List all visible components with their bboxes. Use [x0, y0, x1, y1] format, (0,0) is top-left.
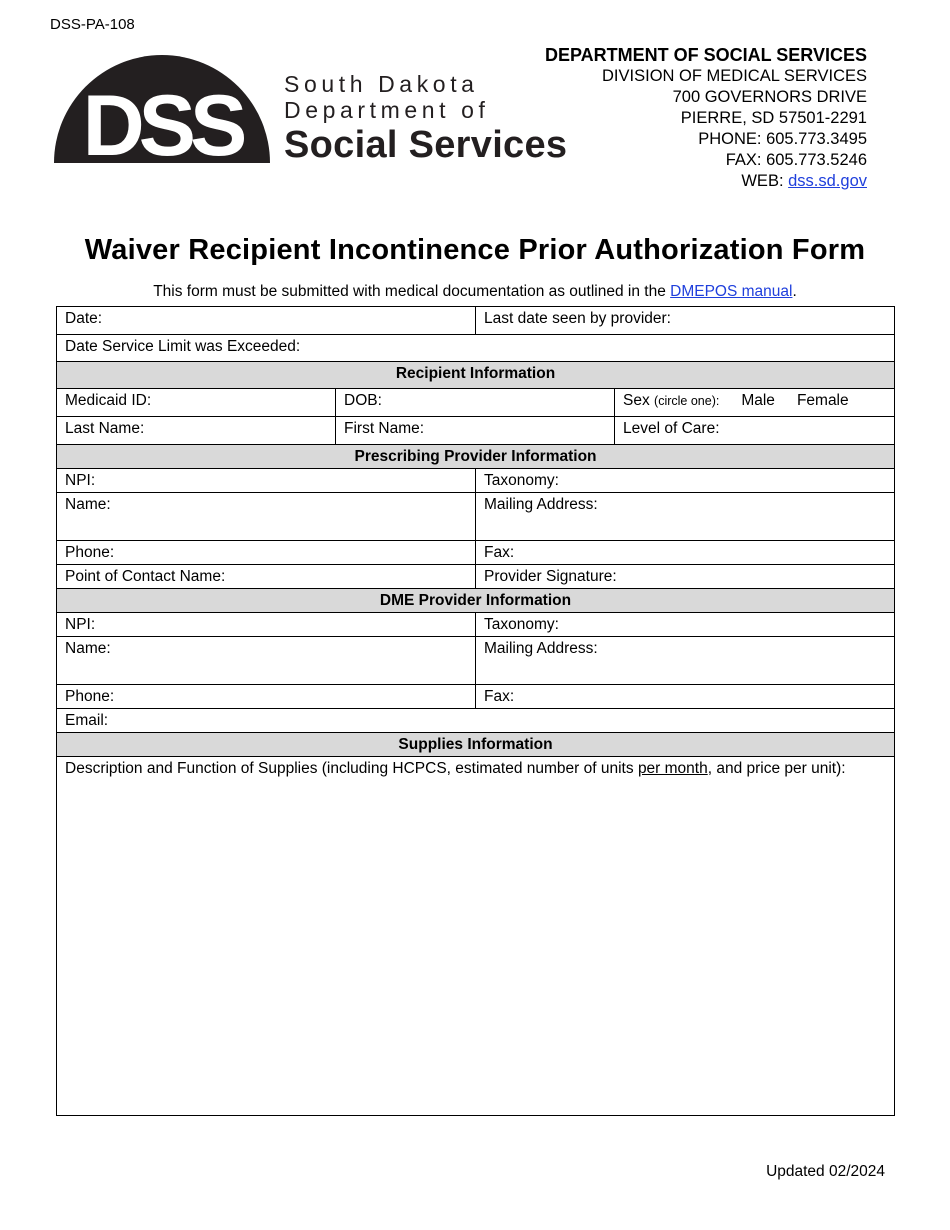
agency-web: WEB: dss.sd.gov [741, 172, 867, 190]
supplies-section-header: Supplies Information [57, 733, 895, 757]
agency-street: 700 GOVERNORS DRIVE [672, 88, 867, 106]
form-code: DSS-PA-108 [50, 16, 135, 33]
dme-npi-field[interactable]: NPI: [57, 613, 476, 637]
authorization-form-table [56, 306, 895, 1116]
logo-line-department: Department of [284, 97, 490, 123]
limit-exceeded-field[interactable]: Date Service Limit was Exceeded: [57, 335, 895, 362]
form-instructions: This form must be submitted with medical documentation as outlined in the DMEPOS manual. [153, 283, 797, 300]
provider-signature-field[interactable]: Provider Signature: [476, 565, 895, 589]
sex-option-male[interactable]: Male [741, 392, 775, 409]
first-name-field[interactable]: First Name: [336, 417, 615, 445]
agency-fax: FAX: 605.773.5246 [725, 151, 867, 169]
supplies-description-field[interactable]: Description and Function of Supplies (including HCPCS, estimated number of units per month, and price per unit): [57, 757, 895, 1116]
agency-city: PIERRE, SD 57501-2291 [680, 109, 867, 127]
logo-line-state: South Dakota [284, 71, 479, 97]
prescriber-name-field[interactable]: Name: [57, 493, 476, 541]
dme-email-field[interactable]: Email: [57, 709, 895, 733]
prescriber-mailing-field[interactable]: Mailing Address: [476, 493, 895, 541]
level-of-care-field[interactable]: Level of Care: [615, 417, 895, 445]
dme-phone-field[interactable]: Phone: [57, 685, 476, 709]
agency-phone: PHONE: 605.773.3495 [698, 130, 867, 148]
last-name-field[interactable]: Last Name: [57, 417, 336, 445]
date-field[interactable]: Date: [57, 307, 476, 335]
sex-option-female[interactable]: Female [796, 392, 849, 409]
agency-address-block [545, 44, 867, 192]
logo-line-social-services: Social Services [284, 124, 568, 166]
agency-name: DEPARTMENT OF SOCIAL SERVICES [544, 45, 867, 65]
prescriber-phone-field[interactable]: Phone: [57, 541, 476, 565]
dme-mailing-field[interactable]: Mailing Address: [476, 637, 895, 685]
svg-text:DSS: DSS [82, 78, 242, 167]
agency-web-link[interactable]: dss.sd.gov [788, 172, 867, 190]
prescriber-section-header: Prescribing Provider Information [57, 445, 895, 469]
dme-section-header: DME Provider Information [57, 589, 895, 613]
dss-logo [54, 55, 574, 167]
dss-logo-mark [54, 55, 274, 167]
prescriber-fax-field[interactable]: Fax: [476, 541, 895, 565]
agency-division: DIVISION OF MEDICAL SERVICES [602, 67, 867, 85]
dme-fax-field[interactable]: Fax: [476, 685, 895, 709]
prescriber-npi-field[interactable]: NPI: [57, 469, 476, 493]
medicaid-id-field[interactable]: Medicaid ID: [57, 389, 336, 417]
dme-name-field[interactable]: Name: [57, 637, 476, 685]
sex-field[interactable]: Sex (circle one): Male Female [615, 389, 895, 417]
recipient-section-header: Recipient Information [57, 362, 895, 389]
last-seen-field[interactable]: Last date seen by provider: [476, 307, 895, 335]
dme-taxonomy-field[interactable]: Taxonomy: [476, 613, 895, 637]
updated-date: Updated 02/2024 [766, 1163, 885, 1180]
dob-field[interactable]: DOB: [336, 389, 615, 417]
prescriber-taxonomy-field[interactable]: Taxonomy: [476, 469, 895, 493]
dmepos-manual-link[interactable]: DMEPOS manual [670, 283, 793, 300]
form-title: Waiver Recipient Incontinence Prior Authorization Form [84, 234, 866, 266]
contact-name-field[interactable]: Point of Contact Name: [57, 565, 476, 589]
